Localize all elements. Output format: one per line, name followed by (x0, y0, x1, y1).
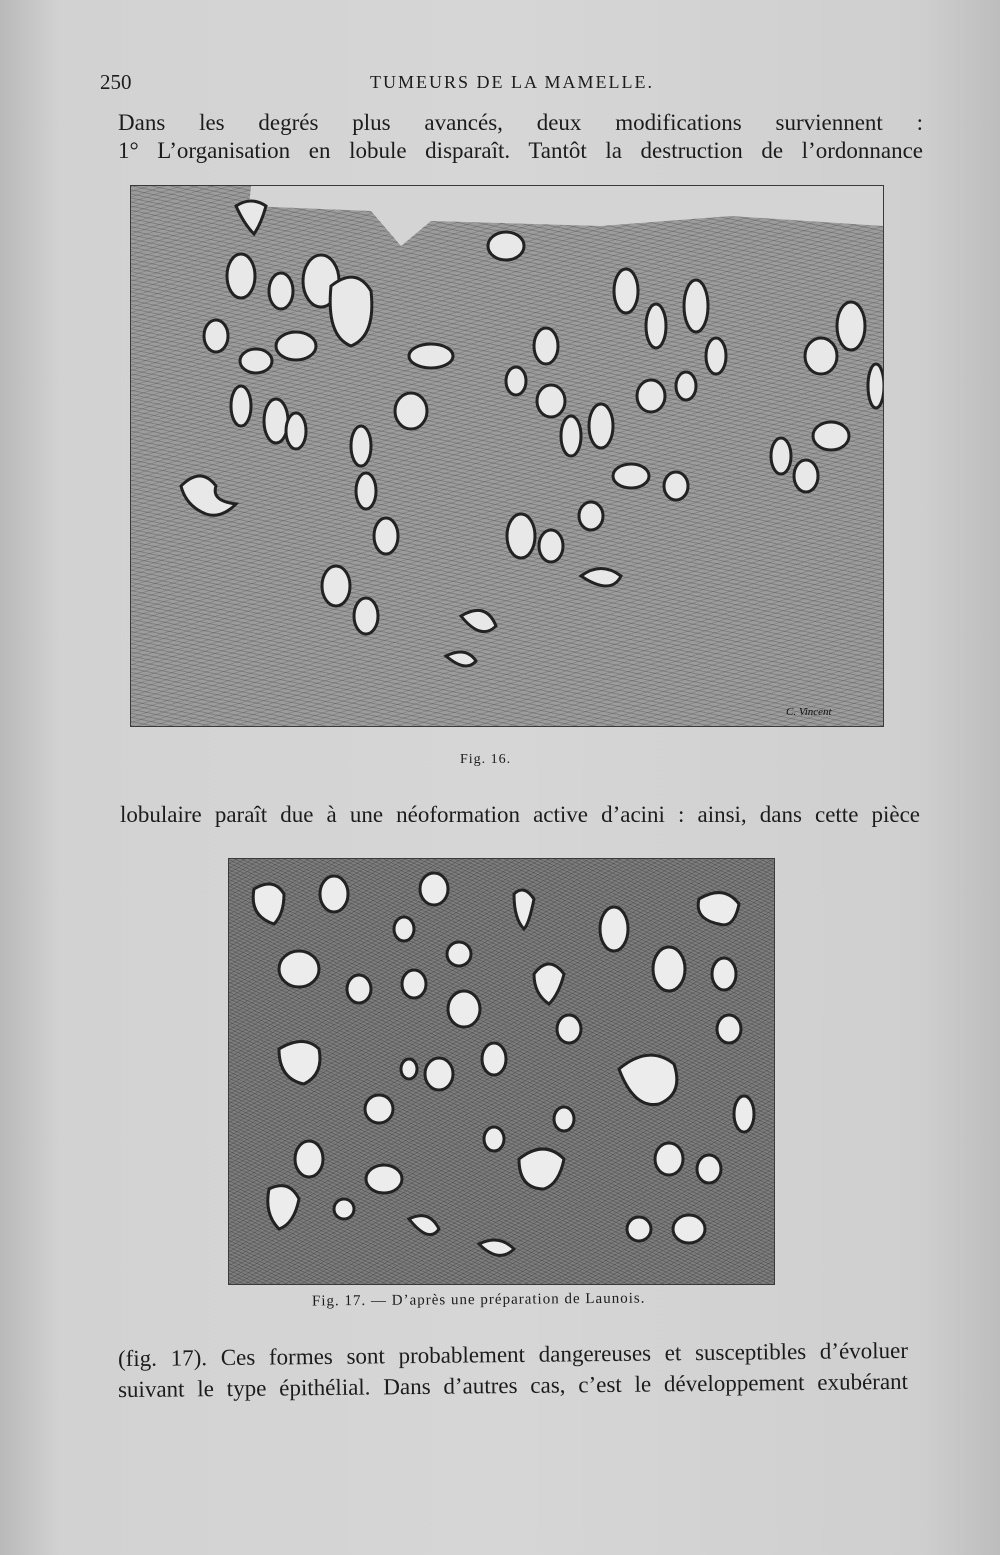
figure-17-caption: Fig. 17. — D’après une préparation de Launois. (311, 1290, 646, 1310)
figure-16-illustration (130, 185, 884, 727)
histology-engraving (229, 859, 774, 1284)
page-number: 250 (100, 70, 132, 94)
body-text-line: Dans les degrés plus avancés, deux modifications surviennent : (118, 110, 923, 135)
engraver-signature: C. Vincent (786, 706, 832, 718)
figure-17-illustration (228, 858, 775, 1285)
body-text-line: suivant le type épithélial. Dans d’autres cas, c’est le développement exubérant (117, 1368, 909, 1403)
body-text-line: 1° L’organisation en lobule disparaît. Tantôt la destruction de l’ordonnance (118, 138, 923, 163)
body-text-line: (fig. 17). Ces formes sont probablement dangereuses et susceptibles d’évoluer (117, 1337, 909, 1372)
histology-engraving (131, 186, 883, 726)
body-text-line: lobulaire paraît due à une néoformation active d’acini : ainsi, dans cette pièce (120, 802, 920, 827)
figure-16-caption: Fig. 16. (460, 752, 512, 767)
running-head (100, 70, 910, 100)
running-title: TUMEURS DE LA MAMELLE. (370, 72, 654, 92)
